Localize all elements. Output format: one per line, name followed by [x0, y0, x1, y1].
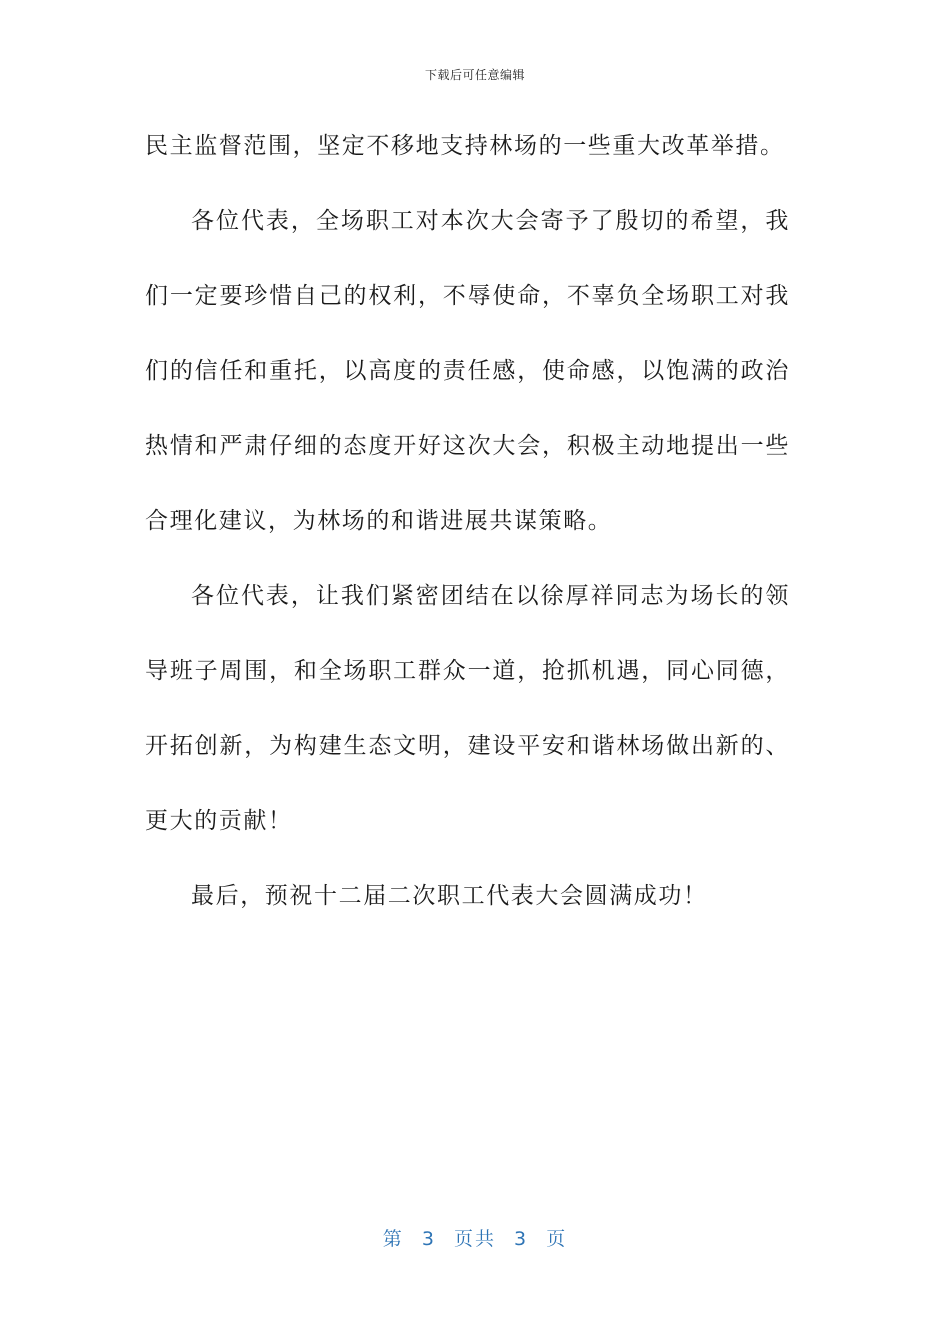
paragraph-4: 最后，预祝十二届二次职工代表大会圆满成功！ [191, 883, 708, 909]
paragraph-1: 民主监督范围，坚定不移地支持林场的一些重大改革举措。 [145, 133, 785, 159]
footer-current-page: 3 [421, 1228, 436, 1250]
paragraph-3: 各位代表，让我们紧密团结在以徐厚祥同志为场长的领导班子周围，和全场职工群众一道，抢抓机遇，同心同德，开拓创新，为构建生态文明，建设平安和谐林场做出新的、更大的贡献！ [145, 583, 790, 834]
footer-prefix: 第 [382, 1228, 404, 1250]
page-footer [0, 1224, 950, 1251]
paragraph-2: 各位代表，全场职工对本次大会寄予了殷切的希望，我们一定要珍惜自己的权利，不辱使命，不辜负全场职工对我们的信任和重托，以高度的责任感，使命感，以饱满的政治热情和严肃仔细的态度开好这次大会，积极主动地提出一些合理化建议，为林场的和谐进展共谋策略。 [145, 208, 790, 534]
document-body [145, 109, 790, 934]
footer-suffix: 页 [546, 1228, 568, 1250]
footer-middle: 页共 [453, 1228, 496, 1250]
footer-total-pages: 3 [514, 1228, 529, 1250]
header-note: 下载后可任意编辑 [424, 68, 525, 82]
